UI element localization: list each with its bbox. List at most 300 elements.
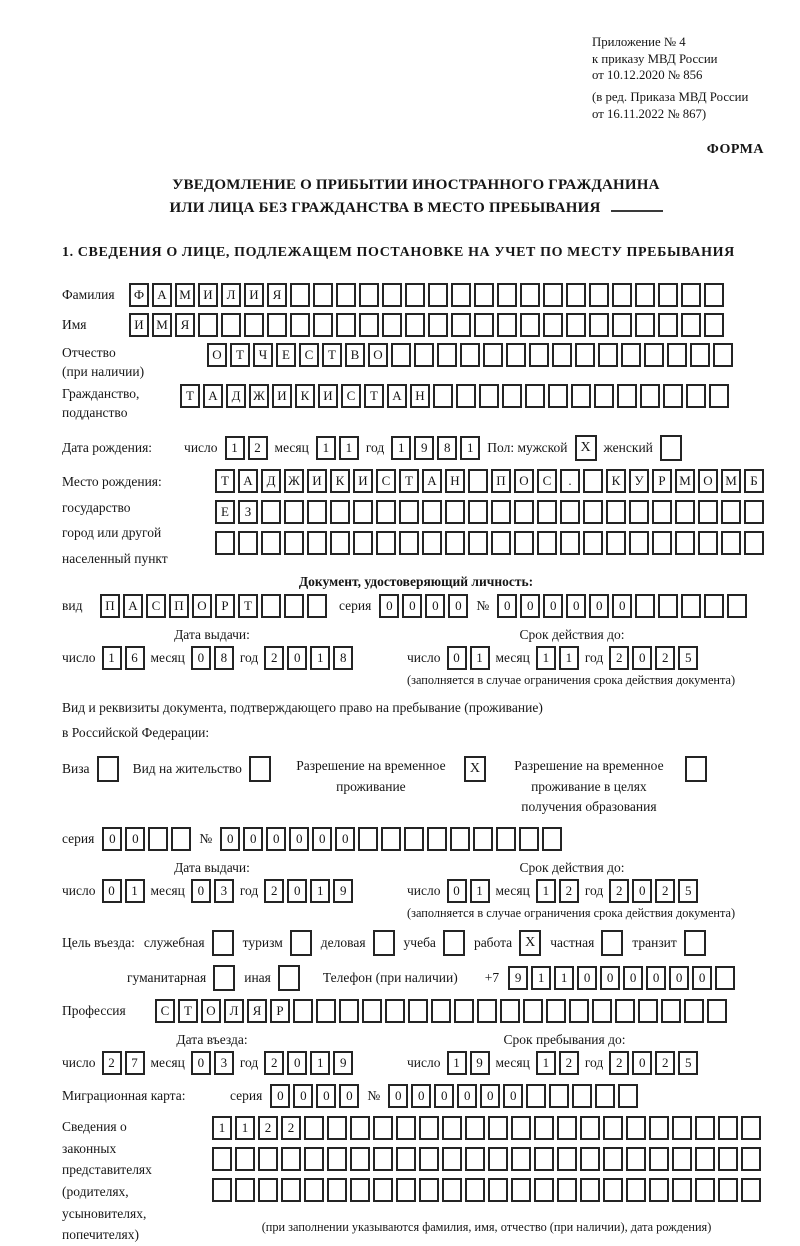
form-cell[interactable] — [514, 500, 534, 524]
form-cell[interactable]: 9 — [333, 879, 353, 903]
form-cell[interactable]: М — [675, 469, 695, 493]
form-cell[interactable] — [290, 283, 310, 307]
form-cell[interactable] — [391, 343, 411, 367]
form-cell[interactable] — [583, 500, 603, 524]
form-cell[interactable]: С — [341, 384, 361, 408]
form-cell[interactable] — [589, 283, 609, 307]
form-cell[interactable] — [557, 1178, 577, 1202]
form-cell[interactable] — [405, 313, 425, 337]
form-cell[interactable] — [718, 1116, 738, 1140]
form-cell[interactable] — [456, 384, 476, 408]
identity-issue-year-cells[interactable] — [264, 646, 353, 670]
form-cell[interactable] — [681, 283, 701, 307]
form-cell[interactable] — [629, 500, 649, 524]
form-cell[interactable]: 9 — [470, 1051, 490, 1075]
form-cell[interactable] — [640, 384, 660, 408]
form-cell[interactable]: 0 — [577, 966, 597, 990]
form-cell[interactable] — [704, 313, 724, 337]
form-cell[interactable] — [307, 500, 327, 524]
form-cell[interactable] — [681, 594, 701, 618]
form-cell[interactable] — [606, 531, 626, 555]
entry-year-cells[interactable] — [264, 1051, 353, 1075]
representatives-row3-cells[interactable] — [212, 1178, 761, 1202]
form-cell[interactable] — [307, 531, 327, 555]
form-cell[interactable]: А — [387, 384, 407, 408]
form-cell[interactable] — [327, 1178, 347, 1202]
purpose-turizm-checkbox[interactable] — [290, 930, 312, 956]
form-cell[interactable] — [644, 343, 664, 367]
form-cell[interactable] — [362, 999, 382, 1023]
form-cell[interactable] — [488, 1147, 508, 1171]
purpose-inaya-checkbox[interactable] — [278, 965, 300, 991]
form-cell[interactable] — [543, 313, 563, 337]
form-cell[interactable]: Н — [410, 384, 430, 408]
form-cell[interactable]: В — [345, 343, 365, 367]
identity-number-cells[interactable] — [497, 594, 747, 618]
form-cell[interactable] — [709, 384, 729, 408]
form-cell[interactable]: 6 — [125, 646, 145, 670]
form-cell[interactable] — [548, 384, 568, 408]
form-cell[interactable] — [358, 827, 378, 851]
form-cell[interactable] — [215, 531, 235, 555]
form-cell[interactable]: 8 — [437, 436, 457, 460]
form-cell[interactable] — [244, 313, 264, 337]
form-cell[interactable] — [454, 999, 474, 1023]
surname-cells[interactable] — [129, 283, 724, 307]
form-cell[interactable] — [428, 283, 448, 307]
form-cell[interactable] — [382, 283, 402, 307]
form-cell[interactable]: 0 — [293, 1084, 313, 1108]
form-cell[interactable]: 1 — [536, 879, 556, 903]
form-cell[interactable] — [339, 999, 359, 1023]
form-cell[interactable] — [617, 384, 637, 408]
purpose-sluzhebnaya-checkbox[interactable] — [212, 930, 234, 956]
purpose-ucheba-checkbox[interactable] — [443, 930, 465, 956]
form-cell[interactable] — [468, 500, 488, 524]
form-cell[interactable]: 1 — [225, 436, 245, 460]
form-cell[interactable]: К — [330, 469, 350, 493]
form-cell[interactable] — [235, 1178, 255, 1202]
form-cell[interactable]: . — [560, 469, 580, 493]
form-cell[interactable]: О — [698, 469, 718, 493]
form-cell[interactable]: 2 — [102, 1051, 122, 1075]
phone-cells[interactable] — [508, 966, 735, 990]
identity-type-cells[interactable] — [100, 594, 327, 618]
form-cell[interactable]: Б — [744, 469, 764, 493]
form-cell[interactable]: 0 — [411, 1084, 431, 1108]
profession-cells[interactable] — [155, 999, 727, 1023]
form-cell[interactable] — [212, 1147, 232, 1171]
form-cell[interactable] — [615, 999, 635, 1023]
form-cell[interactable] — [428, 313, 448, 337]
form-cell[interactable] — [171, 827, 191, 851]
form-cell[interactable] — [603, 1116, 623, 1140]
form-cell[interactable] — [695, 1178, 715, 1202]
form-cell[interactable] — [594, 384, 614, 408]
form-cell[interactable] — [612, 313, 632, 337]
form-cell[interactable]: С — [299, 343, 319, 367]
form-cell[interactable] — [396, 1147, 416, 1171]
form-cell[interactable]: 0 — [270, 1084, 290, 1108]
form-cell[interactable]: 1 — [536, 646, 556, 670]
form-cell[interactable]: 5 — [678, 1051, 698, 1075]
form-cell[interactable]: 1 — [235, 1116, 255, 1140]
form-cell[interactable] — [350, 1178, 370, 1202]
form-cell[interactable] — [477, 999, 497, 1023]
form-cell[interactable]: С — [155, 999, 175, 1023]
citizenship-cells[interactable] — [180, 384, 729, 408]
form-cell[interactable]: 1 — [391, 436, 411, 460]
form-cell[interactable] — [258, 1147, 278, 1171]
form-cell[interactable]: Т — [180, 384, 200, 408]
form-cell[interactable]: 1 — [559, 646, 579, 670]
form-cell[interactable] — [589, 313, 609, 337]
form-cell[interactable] — [359, 313, 379, 337]
form-cell[interactable] — [675, 531, 695, 555]
form-cell[interactable] — [238, 531, 258, 555]
form-cell[interactable]: 0 — [457, 1084, 477, 1108]
form-cell[interactable] — [261, 531, 281, 555]
form-cell[interactable] — [399, 500, 419, 524]
form-cell[interactable] — [376, 531, 396, 555]
form-cell[interactable] — [675, 500, 695, 524]
form-cell[interactable] — [261, 594, 281, 618]
form-cell[interactable] — [649, 1116, 669, 1140]
form-cell[interactable]: 2 — [264, 1051, 284, 1075]
form-cell[interactable]: 1 — [447, 1051, 467, 1075]
form-cell[interactable] — [359, 283, 379, 307]
form-cell[interactable] — [560, 531, 580, 555]
form-cell[interactable] — [431, 999, 451, 1023]
form-cell[interactable]: 0 — [612, 594, 632, 618]
form-cell[interactable] — [468, 531, 488, 555]
form-cell[interactable] — [350, 1147, 370, 1171]
form-cell[interactable]: А — [422, 469, 442, 493]
form-cell[interactable]: 1 — [470, 879, 490, 903]
form-cell[interactable] — [626, 1147, 646, 1171]
form-cell[interactable]: 0 — [632, 646, 652, 670]
form-cell[interactable] — [598, 343, 618, 367]
form-cell[interactable] — [537, 531, 557, 555]
representatives-row2-cells[interactable] — [212, 1147, 761, 1171]
form-cell[interactable]: 0 — [125, 827, 145, 851]
form-cell[interactable] — [479, 384, 499, 408]
form-cell[interactable] — [304, 1116, 324, 1140]
form-cell[interactable] — [483, 343, 503, 367]
form-cell[interactable]: П — [100, 594, 120, 618]
form-cell[interactable]: Е — [215, 500, 235, 524]
form-cell[interactable] — [525, 384, 545, 408]
form-cell[interactable] — [474, 283, 494, 307]
form-cell[interactable]: О — [192, 594, 212, 618]
form-cell[interactable] — [580, 1116, 600, 1140]
form-cell[interactable]: 1 — [531, 966, 551, 990]
form-cell[interactable]: 0 — [191, 879, 211, 903]
form-cell[interactable]: 8 — [333, 646, 353, 670]
form-cell[interactable] — [667, 343, 687, 367]
form-cell[interactable] — [663, 384, 683, 408]
form-cell[interactable] — [546, 999, 566, 1023]
form-cell[interactable] — [713, 343, 733, 367]
form-cell[interactable] — [414, 343, 434, 367]
residence-issue-month-cells[interactable] — [191, 879, 234, 903]
form-cell[interactable] — [626, 1178, 646, 1202]
birthplace-row2-cells[interactable] — [215, 500, 764, 524]
form-cell[interactable]: 2 — [609, 879, 629, 903]
form-cell[interactable]: 1 — [339, 436, 359, 460]
form-cell[interactable] — [304, 1178, 324, 1202]
form-cell[interactable] — [496, 827, 516, 851]
form-cell[interactable] — [235, 1147, 255, 1171]
form-cell[interactable] — [491, 500, 511, 524]
form-cell[interactable]: 1 — [310, 1051, 330, 1075]
form-cell[interactable]: 0 — [480, 1084, 500, 1108]
form-cell[interactable]: Т — [364, 384, 384, 408]
form-cell[interactable] — [543, 283, 563, 307]
form-cell[interactable] — [497, 283, 517, 307]
form-cell[interactable] — [336, 283, 356, 307]
identity-issue-day-cells[interactable] — [102, 646, 145, 670]
birthplace-row1-cells[interactable] — [215, 469, 764, 493]
form-cell[interactable] — [741, 1178, 761, 1202]
form-cell[interactable]: 0 — [623, 966, 643, 990]
sex-female-checkbox[interactable] — [660, 435, 682, 461]
form-cell[interactable] — [658, 283, 678, 307]
form-cell[interactable]: 0 — [447, 879, 467, 903]
form-cell[interactable] — [626, 1116, 646, 1140]
form-cell[interactable] — [523, 999, 543, 1023]
form-cell[interactable]: 1 — [310, 879, 330, 903]
form-cell[interactable] — [212, 1178, 232, 1202]
form-cell[interactable]: 9 — [333, 1051, 353, 1075]
residence-number-cells[interactable] — [220, 827, 562, 851]
residence-valid-month-cells[interactable] — [536, 879, 579, 903]
form-cell[interactable]: 0 — [520, 594, 540, 618]
form-cell[interactable] — [569, 999, 589, 1023]
form-cell[interactable] — [488, 1178, 508, 1202]
form-cell[interactable]: 2 — [264, 646, 284, 670]
form-cell[interactable] — [316, 999, 336, 1023]
form-cell[interactable]: 2 — [655, 879, 675, 903]
form-cell[interactable] — [534, 1116, 554, 1140]
form-cell[interactable]: 0 — [600, 966, 620, 990]
form-cell[interactable]: 0 — [497, 594, 517, 618]
form-cell[interactable] — [267, 313, 287, 337]
form-cell[interactable]: А — [238, 469, 258, 493]
form-cell[interactable] — [261, 500, 281, 524]
form-cell[interactable]: 2 — [655, 646, 675, 670]
form-cell[interactable]: 0 — [316, 1084, 336, 1108]
form-cell[interactable]: И — [244, 283, 264, 307]
form-cell[interactable]: 0 — [402, 594, 422, 618]
form-cell[interactable]: 0 — [503, 1084, 523, 1108]
form-cell[interactable]: 1 — [310, 646, 330, 670]
form-cell[interactable] — [621, 343, 641, 367]
identity-valid-day-cells[interactable] — [447, 646, 490, 670]
form-cell[interactable] — [652, 500, 672, 524]
form-cell[interactable]: 0 — [287, 646, 307, 670]
form-cell[interactable]: 0 — [289, 827, 309, 851]
form-cell[interactable] — [649, 1147, 669, 1171]
identity-series-cells[interactable] — [379, 594, 468, 618]
form-cell[interactable]: Р — [652, 469, 672, 493]
form-cell[interactable] — [465, 1147, 485, 1171]
form-cell[interactable] — [373, 1178, 393, 1202]
form-cell[interactable] — [290, 313, 310, 337]
patronymic-cells[interactable] — [207, 343, 733, 367]
form-cell[interactable] — [552, 343, 572, 367]
form-cell[interactable] — [422, 500, 442, 524]
form-cell[interactable] — [465, 1116, 485, 1140]
form-cell[interactable]: С — [376, 469, 396, 493]
form-cell[interactable]: Я — [267, 283, 287, 307]
form-cell[interactable] — [419, 1116, 439, 1140]
form-cell[interactable]: Л — [221, 283, 241, 307]
stay-until-month-cells[interactable] — [536, 1051, 579, 1075]
form-cell[interactable]: З — [238, 500, 258, 524]
form-cell[interactable]: 2 — [258, 1116, 278, 1140]
identity-valid-year-cells[interactable] — [609, 646, 698, 670]
form-cell[interactable] — [566, 313, 586, 337]
form-cell[interactable]: 0 — [339, 1084, 359, 1108]
form-cell[interactable] — [741, 1116, 761, 1140]
form-cell[interactable]: 0 — [589, 594, 609, 618]
form-cell[interactable] — [686, 384, 706, 408]
form-cell[interactable] — [148, 827, 168, 851]
form-cell[interactable]: Я — [247, 999, 267, 1023]
form-cell[interactable] — [396, 1178, 416, 1202]
form-cell[interactable] — [537, 500, 557, 524]
form-cell[interactable]: 0 — [543, 594, 563, 618]
form-cell[interactable]: О — [368, 343, 388, 367]
form-cell[interactable] — [304, 1147, 324, 1171]
form-cell[interactable]: И — [129, 313, 149, 337]
migration-number-cells[interactable] — [388, 1084, 638, 1108]
form-cell[interactable]: 1 — [536, 1051, 556, 1075]
form-cell[interactable] — [715, 966, 735, 990]
form-cell[interactable] — [649, 1178, 669, 1202]
form-cell[interactable]: М — [175, 283, 195, 307]
form-cell[interactable] — [488, 1116, 508, 1140]
entry-month-cells[interactable] — [191, 1051, 234, 1075]
form-cell[interactable] — [580, 1147, 600, 1171]
form-cell[interactable] — [698, 531, 718, 555]
form-cell[interactable] — [511, 1178, 531, 1202]
identity-valid-month-cells[interactable] — [536, 646, 579, 670]
form-cell[interactable]: 7 — [125, 1051, 145, 1075]
entry-day-cells[interactable] — [102, 1051, 145, 1075]
form-cell[interactable]: 1 — [102, 646, 122, 670]
purpose-tranzit-checkbox[interactable] — [684, 930, 706, 956]
form-cell[interactable] — [385, 999, 405, 1023]
form-cell[interactable] — [437, 343, 457, 367]
form-cell[interactable] — [672, 1147, 692, 1171]
form-cell[interactable]: 3 — [214, 879, 234, 903]
form-cell[interactable]: 0 — [692, 966, 712, 990]
form-cell[interactable] — [511, 1147, 531, 1171]
firstname-cells[interactable] — [129, 313, 724, 337]
form-cell[interactable]: И — [307, 469, 327, 493]
form-cell[interactable] — [293, 999, 313, 1023]
form-cell[interactable]: Н — [445, 469, 465, 493]
form-cell[interactable]: 9 — [508, 966, 528, 990]
form-cell[interactable]: 0 — [669, 966, 689, 990]
form-cell[interactable]: 5 — [678, 646, 698, 670]
form-cell[interactable] — [684, 999, 704, 1023]
form-cell[interactable]: 0 — [447, 646, 467, 670]
form-cell[interactable] — [473, 827, 493, 851]
form-cell[interactable]: Л — [224, 999, 244, 1023]
form-cell[interactable]: 1 — [125, 879, 145, 903]
form-cell[interactable]: 0 — [632, 1051, 652, 1075]
form-cell[interactable]: К — [295, 384, 315, 408]
form-cell[interactable]: И — [353, 469, 373, 493]
form-cell[interactable]: А — [203, 384, 223, 408]
form-cell[interactable] — [583, 469, 603, 493]
form-cell[interactable]: Ж — [284, 469, 304, 493]
form-cell[interactable]: 0 — [335, 827, 355, 851]
form-cell[interactable] — [307, 594, 327, 618]
form-cell[interactable] — [313, 283, 333, 307]
purpose-rabota-checkbox[interactable]: X — [519, 930, 541, 956]
form-cell[interactable]: М — [152, 313, 172, 337]
form-cell[interactable] — [695, 1147, 715, 1171]
residence-permit-checkbox[interactable] — [249, 756, 271, 782]
form-cell[interactable]: У — [629, 469, 649, 493]
form-cell[interactable] — [353, 500, 373, 524]
form-cell[interactable] — [603, 1178, 623, 1202]
purpose-delovaya-checkbox[interactable] — [373, 930, 395, 956]
form-cell[interactable] — [404, 827, 424, 851]
representatives-row1-cells[interactable] — [212, 1116, 761, 1140]
form-cell[interactable] — [635, 283, 655, 307]
residence-valid-day-cells[interactable] — [447, 879, 490, 903]
form-cell[interactable]: Т — [178, 999, 198, 1023]
form-cell[interactable]: М — [721, 469, 741, 493]
residence-series-cells[interactable] — [102, 827, 191, 851]
form-cell[interactable]: 8 — [214, 646, 234, 670]
form-cell[interactable] — [721, 531, 741, 555]
form-cell[interactable] — [707, 999, 727, 1023]
form-cell[interactable] — [451, 283, 471, 307]
form-cell[interactable] — [405, 283, 425, 307]
form-cell[interactable]: 0 — [102, 879, 122, 903]
form-cell[interactable] — [502, 384, 522, 408]
visa-checkbox[interactable] — [97, 756, 119, 782]
form-cell[interactable] — [635, 313, 655, 337]
form-cell[interactable] — [595, 1084, 615, 1108]
form-cell[interactable] — [221, 313, 241, 337]
form-cell[interactable]: 0 — [566, 594, 586, 618]
form-cell[interactable]: 1 — [316, 436, 336, 460]
form-cell[interactable] — [557, 1116, 577, 1140]
form-cell[interactable] — [690, 343, 710, 367]
form-cell[interactable] — [381, 827, 401, 851]
form-cell[interactable]: 0 — [102, 827, 122, 851]
form-cell[interactable] — [445, 531, 465, 555]
purpose-chastnaya-checkbox[interactable] — [601, 930, 623, 956]
form-cell[interactable] — [408, 999, 428, 1023]
form-cell[interactable] — [442, 1178, 462, 1202]
form-cell[interactable]: 0 — [243, 827, 263, 851]
form-cell[interactable]: 0 — [287, 879, 307, 903]
form-cell[interactable] — [442, 1147, 462, 1171]
form-cell[interactable] — [575, 343, 595, 367]
form-cell[interactable] — [396, 1116, 416, 1140]
form-cell[interactable] — [427, 827, 447, 851]
form-cell[interactable]: 9 — [414, 436, 434, 460]
form-cell[interactable] — [566, 283, 586, 307]
